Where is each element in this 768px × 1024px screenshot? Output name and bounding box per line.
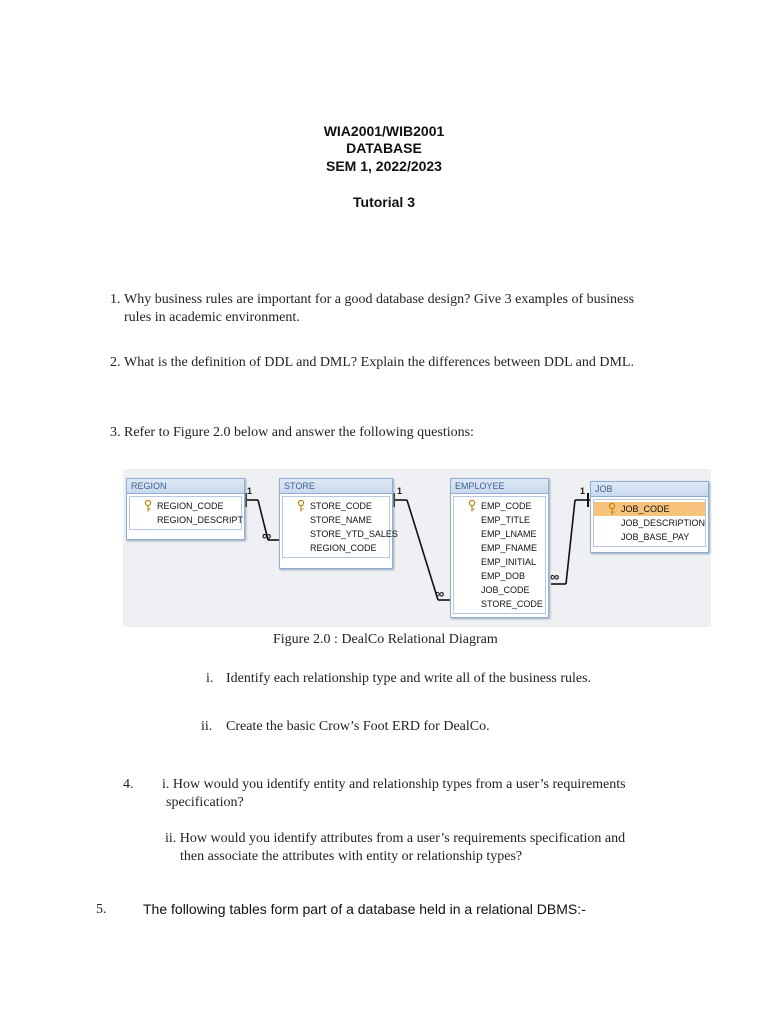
employee-table [450,478,549,618]
relational-diagram [123,469,711,627]
question-4-part1-line2: specification? [166,795,244,810]
subquestion-i-number: i. [206,671,214,686]
region-table-title: REGION [127,479,244,494]
key-icon [297,500,305,512]
question-2-number: 2. [110,355,121,370]
employee-field: EMP_DOB [481,571,526,581]
region-field: REGION_DESCRIPT [157,515,244,525]
key-icon [608,503,616,515]
job-table [590,481,709,553]
store-field: REGION_CODE [310,543,377,553]
key-icon [468,500,476,512]
subquestion-ii-number: ii. [201,719,213,734]
question-5-number: 5. [96,902,107,917]
employee-field: STORE_CODE [481,599,543,609]
employee-field: EMP_FNAME [481,543,538,553]
question-2-text: What is the definition of DDL and DML? Explain the differences between DDL and DML. [124,355,634,370]
one-label-store: 1 [397,486,403,496]
question-4-part2-line2: then associate the attributes with entity or relationship types? [180,849,523,864]
key-icon [144,500,152,512]
subquestion-ii-text: Create the basic Crow’s Foot ERD for DealCo. [226,719,490,734]
question-4-part2-line1: ii. How would you identify attributes from a user’s requirements specification and [165,831,626,846]
tutorial-title: Tutorial 3 [353,194,415,210]
semester: SEM 1, 2022/2023 [326,158,442,174]
job-field: JOB_DESCRIPTION [621,518,706,528]
job-field: JOB_BASE_PAY [621,532,690,542]
job-field-selected: JOB_CODE [594,502,705,516]
one-label-job: 1 [580,486,586,496]
subquestion-i-text: Identify each relationship type and write all of the business rules. [226,671,592,686]
store-field: STORE_NAME [310,515,372,525]
many-label-employee-job: ∞ [550,569,560,584]
question-1-number: 1. [110,292,121,307]
question-1-line2: rules in academic environment. [124,310,300,325]
store-field: STORE_CODE [283,499,389,513]
question-1-line1: Why business rules are important for a good database design? Give 3 examples of business [124,292,635,307]
employee-field: EMP_LNAME [481,529,537,539]
employee-field: EMP_CODE [454,499,545,513]
many-label-store: ∞ [262,528,272,543]
region-table [126,478,245,540]
store-table [279,478,398,569]
job-table-title: JOB [591,482,708,497]
question-5-text: The following tables form part of a database held in a relational DBMS:- [143,901,586,917]
figure-caption: Figure 2.0 : DealCo Relational Diagram [273,632,498,647]
many-label-employee-store: ∞ [435,586,445,601]
employee-field: EMP_TITLE [481,515,531,525]
question-3-number: 3. [110,425,121,440]
employee-table-title: EMPLOYEE [451,479,548,494]
one-label-region: 1 [247,486,253,496]
employee-field: EMP_INITIAL [481,557,537,567]
subject-title: DATABASE [346,140,422,156]
question-3-text: Refer to Figure 2.0 below and answer the following questions: [124,425,474,440]
question-4-number: 4. [123,777,134,792]
store-table-title: STORE [280,479,392,494]
course-code: WIA2001/WIB2001 [323,123,445,139]
region-field: REGION_CODE [130,499,241,513]
store-field: STORE_YTD_SALES [310,529,398,539]
question-4-part1-line1: i. How would you identify entity and relationship types from a user’s requirements [162,777,626,792]
employee-field: JOB_CODE [481,585,530,595]
